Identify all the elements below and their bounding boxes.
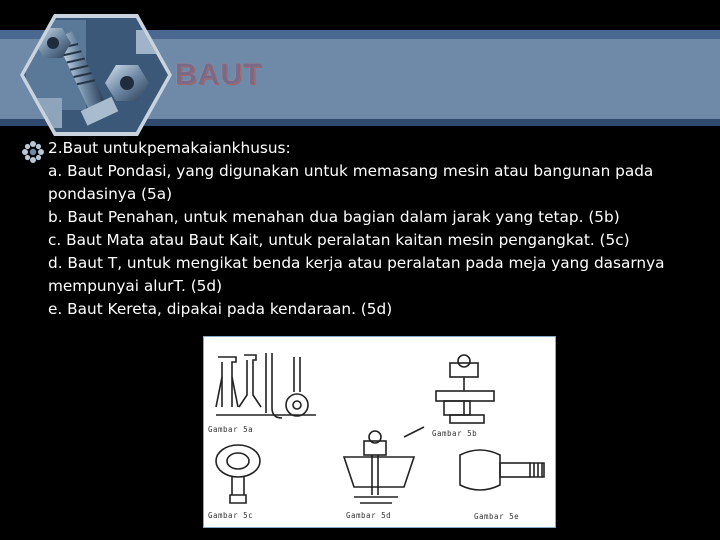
flower-bullet-icon — [21, 140, 45, 164]
figure-label: Gambar 5c — [208, 511, 254, 520]
foundation-bolts-drawing — [216, 353, 316, 418]
slide-body — [48, 137, 708, 321]
figure-label: Gambar 5a — [208, 425, 254, 434]
eye-bolt-drawing — [216, 445, 260, 503]
body-line: mempunyai alurT. (5d) — [48, 277, 223, 295]
body-line: d. Baut T, untuk mengikat benda kerja atau peralatan pada meja yang dasarnya — [48, 254, 665, 272]
bolts-photo — [16, 10, 176, 140]
figure-label: Gambar 5e — [474, 512, 520, 521]
stay-bolt-drawing — [436, 355, 494, 423]
body-line: b. Baut Penahan, untuk menahan dua bagian dalam jarak yang tetap. (5b) — [48, 208, 620, 226]
bolt-drawings — [204, 337, 555, 527]
body-line: 2.Baut untukpemakaiankhusus: — [48, 139, 291, 157]
slide-title: BAUT — [175, 58, 263, 91]
t-bolt-drawing — [344, 427, 424, 503]
carriage-bolt-drawing — [460, 450, 544, 490]
body-line: pondasinya (5a) — [48, 185, 173, 203]
bolt-types-figure — [203, 336, 556, 528]
body-line: c. Baut Mata atau Baut Kait, untuk peralatan kaitan mesin pengangkat. (5c) — [48, 231, 630, 249]
figure-label: Gambar 5b — [432, 429, 478, 438]
figure-label: Gambar 5d — [346, 511, 392, 520]
body-line: a. Baut Pondasi, yang digunakan untuk memasang mesin atau bangunan pada — [48, 162, 654, 180]
body-line: e. Baut Kereta, dipakai pada kendaraan. (5d) — [48, 300, 393, 318]
